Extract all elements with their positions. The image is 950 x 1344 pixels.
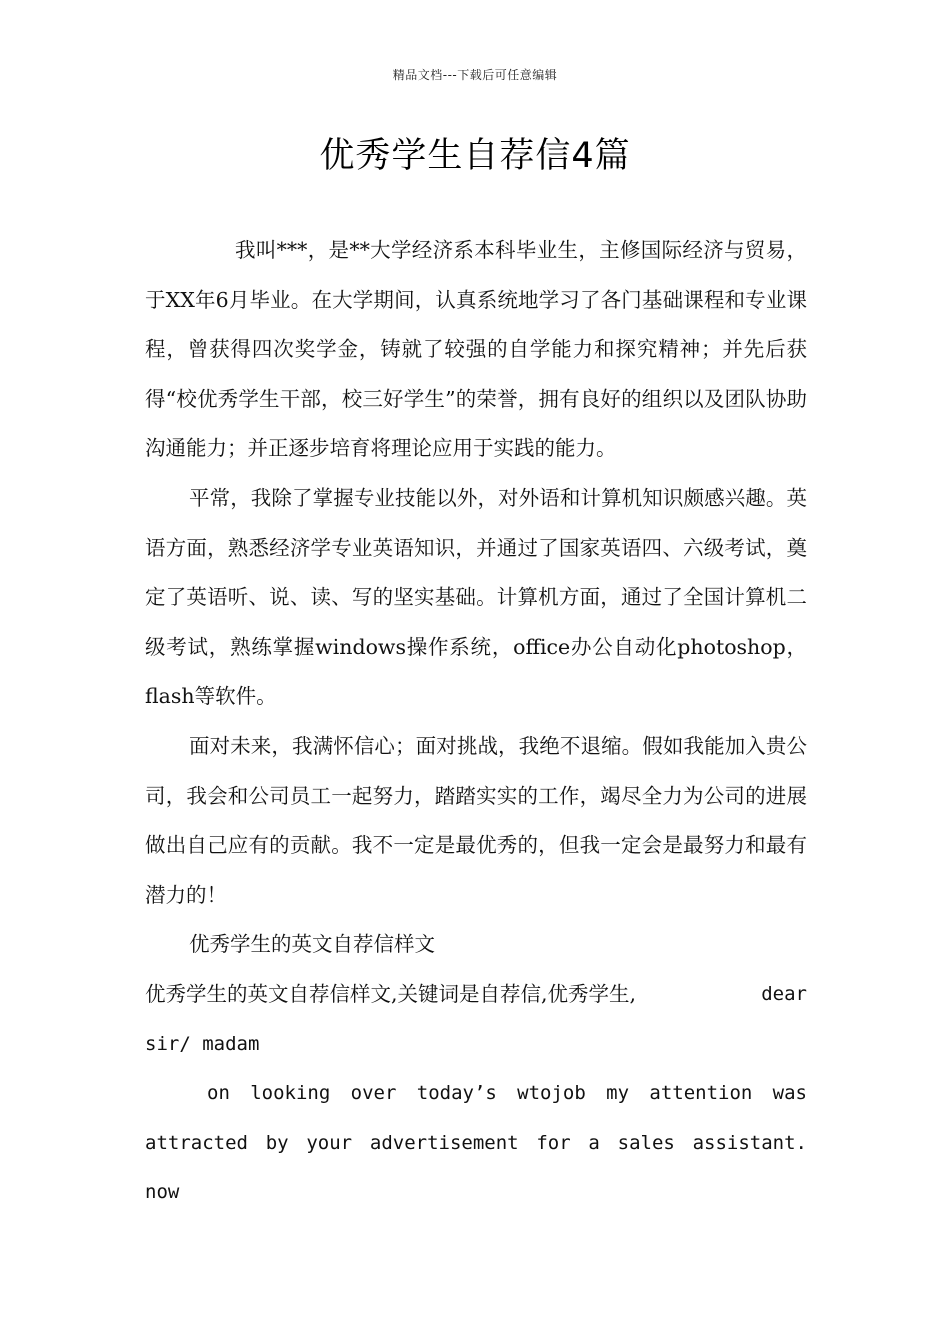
subheading: 优秀学生的英文自荐信样文 [189,932,435,957]
document-title: 优秀学生自荐信4篇 [319,136,631,176]
paragraph-intro: 我叫***，是**大学经济系本科毕业生，主修国际经济与贸易，于XX年6月毕业。在大学期间，认真系统地学习了各门基础课程和专业课程，曾获得四次奖学金，铸就了较强的自学能力和探究精神；并先后获得“校优秀学生干部，校三好学生”的荣誉，拥有良好的组织以及团队协助沟通能力；并正逐步培育将理论应用于实践的能力。 [145,238,807,461]
keywords-text: 优秀学生的英文自荐信样文,关键词是自荐信,优秀学生, [145,981,637,1006]
keywords-line [145,970,807,1020]
document-body [145,226,807,1218]
paragraph-skills: 平常，我除了掌握专业技能以外，对外语和计算机知识颇感兴趣。英语方面，熟悉经济学专业英语知识，并通过了国家英语四、六级考试，奠定了英语听、说、读、写的坚实基础。计算机方面，通过了全国计算机二级考试，熟练掌握windows操作系统，office办公自动化photoshop，flash等软件。 [145,485,807,709]
paragraph-future: 面对未来，我满怀信心；面对挑战，我绝不退缩。假如我能加入贵公司，我会和公司员工一起努力，踏踏实实的工作，竭尽全力为公司的进展做出自己应有的贡献。我不一定是最优秀的，但我一定会是最努力和最有潜力的！ [145,733,807,907]
page-header: 精品文档---下载后可任意编辑 [392,68,558,82]
english-paragraph: on looking over today’s wtojob my attention was attracted by your advertisement for a sales assistant. now [145,1082,807,1204]
salutation-start: dear [761,982,807,1005]
salutation-end: sir/ madam [145,1032,260,1055]
